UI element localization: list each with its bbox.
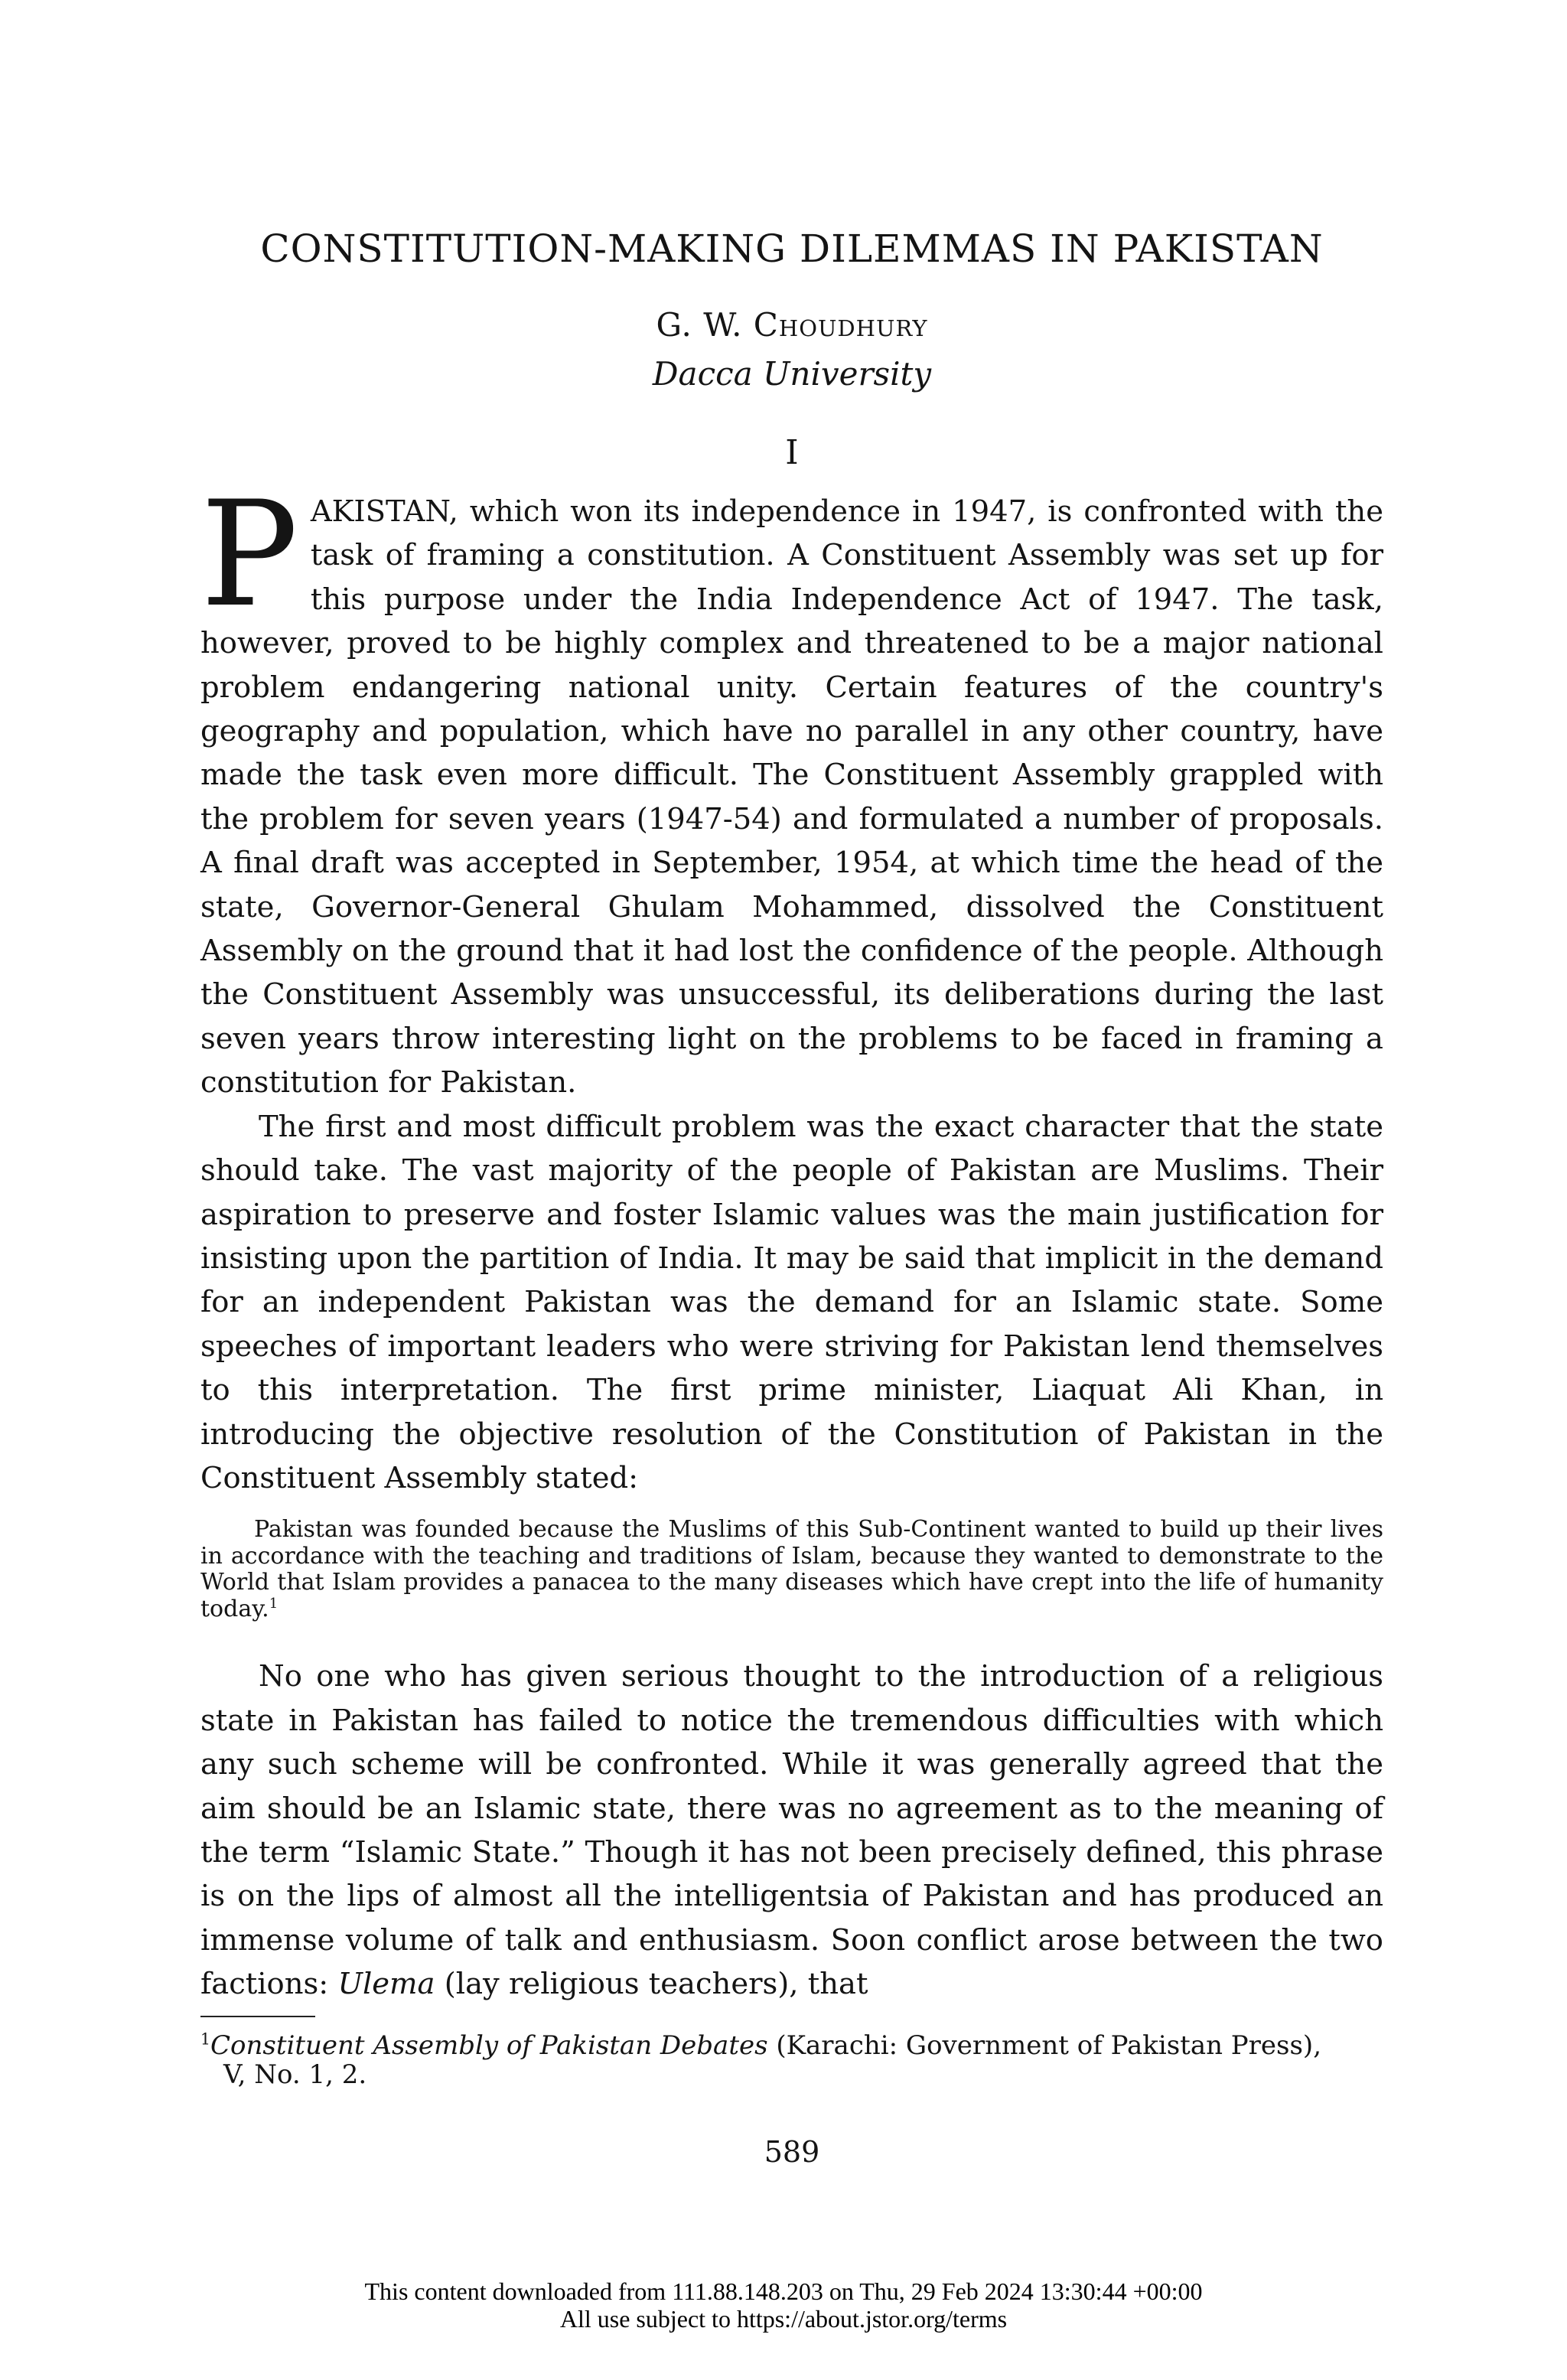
author-affiliation: Dacca University (652, 355, 932, 393)
jstor-download-notice (0, 2277, 1567, 2333)
paragraph-3 (200, 1655, 1383, 2006)
article-page (200, 0, 1383, 2380)
block-quote (200, 1517, 1383, 1622)
page-number: 589 (764, 2135, 820, 2169)
paragraph-1 (200, 470, 1383, 1105)
footnote-source-details: (Karachi: Government of Pakistan Press), (767, 2030, 1322, 2061)
jstor-terms-line: All use subject to https://about.jstor.org/terms (559, 2305, 1008, 2333)
footnote-marker: 1 (200, 2030, 210, 2049)
jstor-download-line: This content downloaded from 111.88.148.203 on Thu, 29 Feb 2024 13:30:44 +00:00 (364, 2277, 1203, 2305)
section-number: I (785, 433, 799, 472)
paragraph-3-text-a: No one who has given serious thought to the introduction of a religious state in Pakistan has failed to notice the tremendous difficulties with which any such scheme will be confronted. While it was generally agreed that the aim should be an Islamic state, there was no agreement as to the meaning of the term “Islamic State.” Though it has not been precisely defined, this phrase is on the lips of almost all the intelligentsia of Pakistan and has produced an immense volume of talk and enthusiasm. Soon conflict arose between the two factions: (200, 1659, 1383, 2002)
footnote-reference: 1 (269, 1595, 279, 1612)
article-author: G. W. Choudhury (656, 306, 928, 344)
block-quote-text: Pakistan was founded because the Muslims of this Sub-Continent wanted to build up their lives in accordance with the teaching and traditions of Islam, because they wanted to demonstrate to the World that Islam provides a panacea to the many diseases which have crept into the life of humanity today. (200, 1516, 1383, 1622)
footnote-divider (200, 2016, 315, 2017)
footnote-1 (200, 2031, 1383, 2089)
paragraph-2: The first and most difficult problem was the exact character that the state should take. The vast majority of the people of Pakistan are Muslims. Their aspiration to preserve and foster Islamic values was the main justification for insisting upon the partition of India. It may be said that implicit in the demand for an independent Pakistan was the demand for an Islamic state. Some speeches of important leaders who were striving for Pakistan lend themselves to this interpretation. The first prime minister, Liaquat Ali Khan, in introducing the objective resolution of the Constitution of Pakistan in the Constituent Assembly stated: (200, 1109, 1383, 1495)
drop-cap: P (200, 470, 298, 639)
footnote-continuation: V, No. 1, 2. (223, 2059, 367, 2090)
paragraph-3-italic-term: Ulema (337, 1967, 435, 2002)
paragraph-3-text-b: (lay religious teachers), that (435, 1967, 868, 2002)
article-title: CONSTITUTION-MAKING DILEMMAS IN PAKISTAN (260, 227, 1324, 271)
article-body (200, 470, 1383, 2007)
footnote-source-title: Constituent Assembly of Pakistan Debates (210, 2030, 768, 2061)
paragraph-1-text: AKISTAN, which won its independence in 1947, is confronted with the task of framing a constitution. A Constituent Assembly was set up for this purpose under the India Independence Act of 1947. The task, however, proved to be highly complex and threatened to be a major national problem endangering national unity. Certain features of the country's geography and population, which have no parallel in any other country, have made the task even more difficult. The Constituent Assembly grappled with the problem for seven years (1947-54) and formulated a number of proposals. A final draft was accepted in September, 1954, at which time the head of the state, Governor-General Ghulam Mohammed, dissolved the Constituent Assembly on the ground that it had lost the confidence of the people. Although the Constituent Assembly was unsuccessful, its deliberations during the last seven years throw interesting light on the problems to be faced in framing a constitution for Pakistan. (200, 494, 1383, 1100)
